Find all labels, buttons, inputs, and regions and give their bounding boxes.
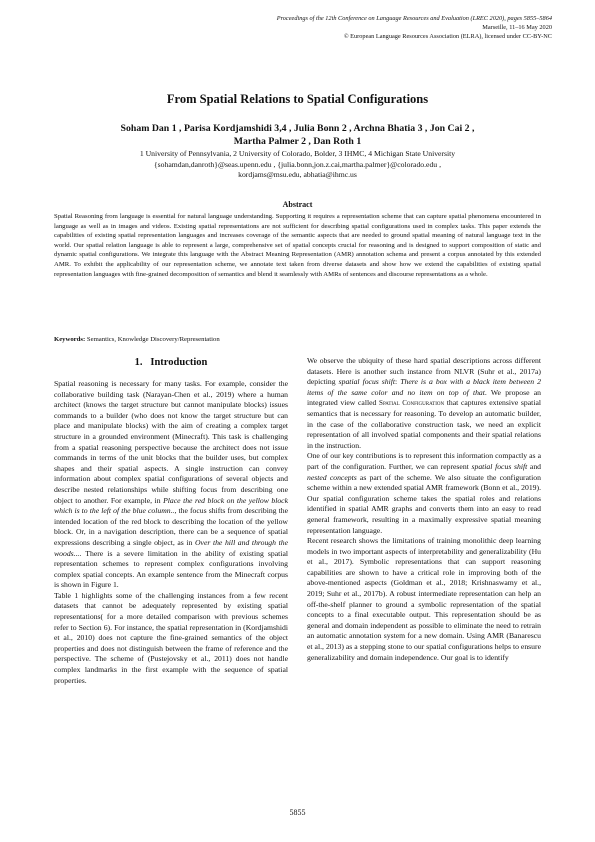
proceedings-header [277, 14, 552, 41]
keywords [54, 336, 220, 343]
author-list [60, 122, 535, 148]
abstract-text: Spatial Reasoning from language is essential for natural language understanding. Supporting it requires a representation scheme that can capture spatial phenomena encountered in language as well as in images and videos. Existing spatial representations are not sufficient for describing spatial configurations used in complex tasks. This paper extends the capabilities of existing spatial representation languages and increases coverage of the semantic aspects that are needed to ground spatial meaning of natural language text in the world. Our spatial relation language is able to represent a large, comprehensive set of spatial concepts crucial for reasoning and is designed to support composition of static and dynamic spatial configurations. We integrate this language with the Abstract Meaning Representation (AMR) annotation schema and present a corpus annotated by this extended AMR. To exhibit the applicability of our representation scheme, we annotate text taken from diverse datasets and show how we extend the capabilities of existing spatial representation languages with fine-grained decomposition of semantics and blend it seamlessly with AMRs of sentences and discourse representations as a whole. [54, 213, 541, 278]
example-navigation: Over the hill and through the woods... [54, 537, 288, 558]
section-number: 1. [134, 357, 143, 368]
intro-paragraph-1: Spatial reasoning is necessary for many tasks. For example, consider the collaborative building task (Narayan-Chen et al., 2019) where a human architect (knows the target structure but cannot manipulate blocks) issues commands to a builder (who does not know the target structure but can place and manipulate blocks) with the aim of creating a complex target structure in a grounded environment (Minecraft). This task is challenging from a spatial reasoning perspective because the architect does not issue commands in terms of the unit blocks that the builder uses, but complex shapes and their spatial aspects. A single instruction can convey information about complex spatial configurations of several objects and describe nested relationships while shifting focus from describing one object to another. For example, in Place the red block on the yellow block which is to the left of the blue column.., the focus shifts from describing the intended location of the red block to describing the location of the yellow block. Or, in a navigation description, there can be a sequence of spatial expressions describing a single object, as in Over the hill and through the woods.... There is a severe limitation in the ability of existing spatial representation schemes to represent complex configurations involving complex spatial concepts. An example sentence from the Minecraft corpus is shown in Figure 1. [54, 379, 289, 590]
header-location: Marseille, 11–16 May 2020 [482, 24, 552, 31]
section-heading [54, 356, 288, 369]
affiliations-emails-1: {sohamdan,danroth}@seas.upenn.edu , {julia.bonn,jon.z.cai,martha.palmer}@colorado.edu , [153, 159, 441, 169]
header-license: © European Language Resources Association (ELRA), licensed under CC-BY-NC [343, 33, 552, 40]
example-instruction: Place the red block on the yellow block which is to the left of the blue column.. [54, 495, 288, 516]
intro-paragraph-4: One of our key contributions is to represent this information compactly as a part of the configuration. Further, we can represent spatial focus shift and nested concepts as part of the scheme. We also situate the configuration scheme within a new extended spatial AMR framework (Bonn et al., 2019). Our spatial configuration scheme takes the spatial roles and relations identified in spatial AMR graphs and converts them into an easy to read general framework, resulting in a maximally expressive spatial meaning representation language. [307, 451, 542, 535]
right-column [307, 356, 541, 663]
authors-line-1: Soham Dan 1 , Parisa Kordjamshidi 3,4 , Julia Bonn 2 , Archna Bhatia 3 , Jon Cai 2 , [120, 123, 475, 134]
section-title: Introduction [150, 357, 208, 368]
left-column [54, 356, 288, 686]
authors-line-2: Martha Palmer 2 , Dan Roth 1 [233, 136, 362, 147]
page-number: 5855 [289, 808, 306, 817]
intro-paragraph-5: Recent research shows the limitations of training monolithic deep learning models in two important aspects of interpretability and generalizability (Hu et al., 2017). Symbolic representations that can support reasoning capabilities are shown to have a critical role in improving both of the above-mentioned aspects (Goldman et al., 2018; Krishnaswamy et al., 2019; Suhr et al., 2017b). A robust intermediate representation can help an off-the-shelf planner to ground a symbolic representation of the spatial concepts to a final executable output. This representation should be as general and domain independent as possible to eliminate the need to retrain an automatic annotation system for a new domain. Using AMR (Banarescu et al., 2013) as a stepping stone to our spatial configurations helps to ensure generalizability and domain independence. Our goal is to identify [307, 536, 541, 662]
paper-title: From Spatial Relations to Spatial Configurations [166, 92, 429, 106]
term-spatial-configuration: Spatial Configuration [379, 399, 445, 408]
keywords-text: Semantics, Knowledge Discovery/Representation [86, 336, 220, 343]
intro-paragraph-2: Table 1 highlights some of the challenging instances from a few recent datasets that cannot be adequately represented by existing spatial representations( for a more detailed comparison with previous schemes refer to Section 6). For instance, the spatial representation in (Kordjamshidi et al., 2010) does not capture the fine-grained semantics of the object properties and does not distinguish between the frame of reference and the perspective. The scheme of (Pustejovsky et al., 2011) does not handle complex landmarks in the first example with the sequence of spatial properties. [54, 590, 288, 685]
abstract-heading: Abstract [282, 200, 313, 209]
affiliations-line-1: 1 University of Pennsylvania, 2 University of Colorado, Bolder, 3 IHMC, 4 Michigan State University [139, 149, 456, 158]
affiliations-emails-2: kordjams@msu.edu, abhatia@ihmc.us [238, 170, 357, 179]
intro-paragraph-3: We observe the ubiquity of these hard spatial descriptions across different datasets. Here is another such instance from NLVR (Suhr et al., 2017a) depicting spatial focus shift: There is a box with a black item between 2 items of the same color and no item on top of that. We propose an integrated view called Spatial Configuration that captures extensive spatial semantics that is necessary for reasoning. To develop an automatic builder, in the case of the collaborative construction task, we need an explicit representation of all involved spatial components and their spatial relations in the instruction. [307, 356, 542, 450]
keywords-label: Keywords: [54, 336, 86, 343]
affiliations [50, 149, 545, 181]
header-conference: Proceedings of the 12th Conference on Language Resources and Evaluation (LREC 2020), pages 5855–5864 [276, 15, 552, 22]
example-nlvr: There is a box with a black item between 2 items of the same color and no item on top of that [307, 377, 541, 397]
